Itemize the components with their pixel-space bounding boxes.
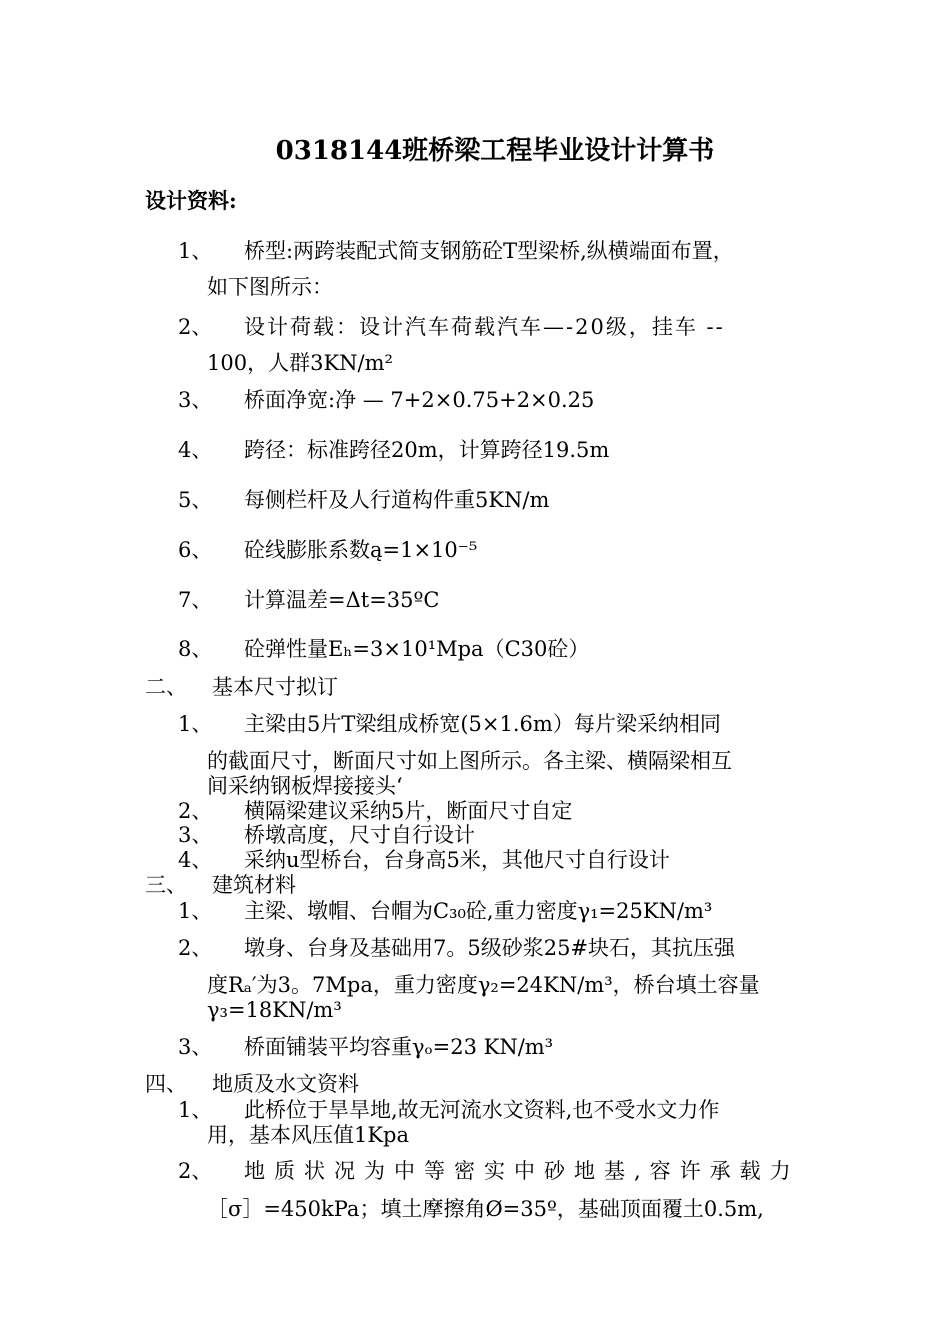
item-text-continued: 如下图所示： — [207, 275, 333, 299]
item-number: 2、 — [178, 1159, 213, 1183]
item-text: 横隔梁建议采纳5片，断面尺寸自定 — [244, 799, 573, 823]
item-text: 砼弹性量Eₕ=3×10¹Mpa（C30砼） — [244, 637, 590, 661]
item-text: 桥墩高度，尺寸自行设计 — [244, 823, 475, 847]
item-number: 4、 — [178, 438, 213, 462]
item-text: 地质状况为中等密实中砂地基,容许承载力 — [244, 1159, 800, 1183]
item-number: 3、 — [178, 388, 213, 412]
item-number: 7、 — [178, 588, 213, 612]
item-number: 1、 — [178, 1098, 213, 1122]
item-number: 1、 — [178, 712, 213, 736]
item-text: 桥型:两跨装配式简支钢筋砼T型梁桥,纵横端面布置， — [244, 239, 734, 263]
item-text: 主梁由5片T梁组成桥宽(5×1.6m）每片梁采纳相同 — [244, 712, 721, 736]
section2-number: 二、 — [145, 675, 187, 699]
item-number: 8、 — [178, 637, 213, 661]
item-text-continued: 度Rₐ′为3。7Mpa，重力密度γ₂=24KN/m³，桥台填土容量 — [207, 973, 760, 997]
item-number: 2、 — [178, 315, 213, 339]
item-number: 4、 — [178, 848, 213, 872]
section3-heading: 建筑材料 — [212, 873, 296, 897]
item-number: 1、 — [178, 899, 213, 923]
item-text: 主梁、墩帽、台帽为C₃₀砼,重力密度γ₁=25KN/m³ — [244, 899, 713, 923]
section4-heading: 地质及水文资料 — [212, 1072, 359, 1096]
section1-heading: 设计资料: — [145, 188, 237, 213]
section3-number: 三、 — [145, 873, 187, 897]
item-text: 计算温差=Δt=35ºC — [244, 588, 440, 612]
item-text: 墩身、台身及基础用7。5级砂浆25#块石，其抗压强 — [244, 936, 736, 960]
item-number: 2、 — [178, 799, 213, 823]
item-text-continued: 的截面尺寸，断面尺寸如上图所示。各主梁、横隔梁相互 — [207, 749, 732, 773]
item-number: 2、 — [178, 936, 213, 960]
item-number: 3、 — [178, 823, 213, 847]
item-text-continued: ［σ］=450kPa；填土摩擦角Ø=35º，基础顶面覆土0.5m, — [207, 1197, 764, 1221]
item-number: 6、 — [178, 538, 213, 562]
document-title: 0318144班桥梁工程毕业设计计算书 — [275, 136, 715, 166]
item-text: 砼线膨胀系数ą=1×10⁻⁵ — [244, 538, 478, 562]
section4-number: 四、 — [145, 1072, 187, 1096]
item-number: 1、 — [178, 239, 213, 263]
item-text: 采纳u型桥台，台身高5米，其他尺寸自行设计 — [244, 848, 670, 872]
item-text: 桥面铺装平均容重γₒ=23 KN/m³ — [244, 1035, 554, 1059]
item-text-continued: 100，人群3KN/m² — [207, 351, 393, 375]
item-text: 每侧栏杆及人行道构件重5KN/m — [244, 488, 550, 512]
section2-heading: 基本尺寸拟订 — [212, 675, 338, 699]
item-text-continued: γ₃=18KN/m³ — [207, 998, 342, 1022]
item-text: 此桥位于旱旱地,故无河流水文资料,也不受水文力作 — [244, 1098, 720, 1122]
item-text: 桥面净宽:净 — 7+2×0.75+2×0.25 — [244, 388, 595, 412]
item-text: 设计荷载：设计汽车荷载汽车—-20级，挂车 -- — [244, 315, 725, 339]
item-number: 3、 — [178, 1035, 213, 1059]
item-text: 跨径：标准跨径20m，计算跨径19.5m — [244, 438, 610, 462]
item-number: 5、 — [178, 488, 213, 512]
item-text-continued: 间采纳钢板焊接接头‘ — [207, 774, 403, 798]
item-text-continued: 用，基本风压值1Kpa — [207, 1123, 410, 1147]
